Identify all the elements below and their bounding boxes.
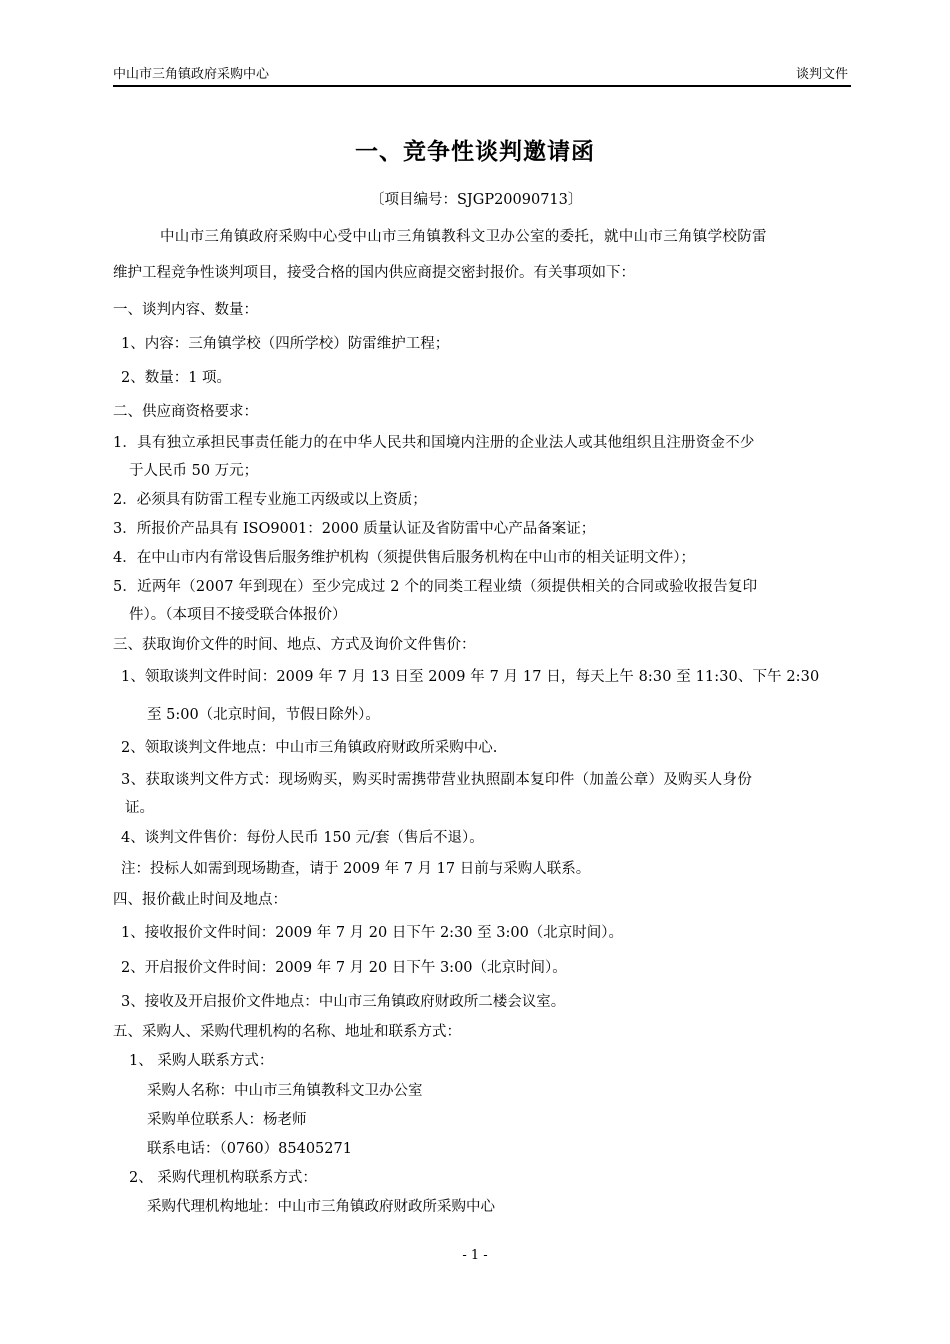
- section-4-item-3: 3、接收及开启报价文件地点：中山市三角镇政府财政所二楼会议室。: [121, 994, 566, 1010]
- header-rule: [113, 85, 851, 87]
- header-doc-type: 谈判文件: [795, 67, 848, 82]
- section-3-item-4: 4、谈判文件售价：每份人民币 150 元/套（售后不退）。: [121, 830, 484, 846]
- section-3-item-1b: 至 5:00（北京时间，节假日除外）。: [147, 707, 380, 723]
- purchaser-name: 采购人名称：中山市三角镇教科文卫办公室: [147, 1083, 423, 1099]
- section-1-heading: 一、谈判内容、数量：: [113, 302, 258, 318]
- project-number: 〔项目编号：SJGP20090713〕: [370, 192, 583, 208]
- section-2-req-5a: 5．近两年（2007 年到现在）至少完成过 2 个的同类工程业绩（须提供相关的合同或验收报告复印: [113, 579, 758, 595]
- agency-address: 采购代理机构地址：中山市三角镇政府财政所采购中心: [147, 1199, 495, 1215]
- purchaser-contact-person: 采购单位联系人：杨老师: [147, 1112, 307, 1128]
- section-4-item-1: 1、接收报价文件时间：2009 年 7 月 20 日下午 2:30 至 3:00（北京时间）。: [121, 925, 624, 941]
- section-2-req-4: 4．在中山市内有常设售后服务维护机构（须提供售后服务机构在中山市的相关证明文件）；: [113, 550, 695, 566]
- page-number: - 1 -: [462, 1248, 488, 1263]
- section-2-req-3: 3．所报价产品具有 ISO9001：2000 质量认证及省防雷中心产品备案证；: [113, 521, 596, 537]
- section-4-item-2: 2、开启报价文件时间：2009 年 7 月 20 日下午 3:00（北京时间）。: [121, 960, 567, 976]
- section-2-req-5b: 件）。（本项目不接受联合体报价）: [129, 607, 347, 623]
- purchaser-phone: 联系电话：（0760）85405271: [147, 1141, 352, 1157]
- section-5-contact-2: 2、 采购代理机构联系方式：: [129, 1170, 317, 1186]
- section-3-heading: 三、获取询价文件的时间、地点、方式及询价文件售价：: [113, 637, 476, 653]
- section-5-heading: 五、采购人、采购代理机构的名称、地址和联系方式：: [113, 1024, 461, 1040]
- intro-line-1: 中山市三角镇政府采购中心受中山市三角镇教科文卫办公室的委托，就中山市三角镇学校防雷: [160, 229, 767, 245]
- section-2-heading: 二、供应商资格要求：: [113, 404, 258, 420]
- section-3-note: 注：投标人如需到现场勘查，请于 2009 年 7 月 17 日前与采购人联系。: [121, 861, 591, 877]
- section-3-item-3b: 证。: [125, 800, 154, 816]
- section-4-heading: 四、报价截止时间及地点：: [113, 892, 287, 908]
- section-2-req-2: 2．必须具有防雷工程专业施工丙级或以上资质；: [113, 492, 427, 508]
- header-org: 中山市三角镇政府采购中心: [113, 67, 270, 82]
- section-5-contact-1: 1、 采购人联系方式：: [129, 1053, 274, 1069]
- section-3-item-2: 2、领取谈判文件地点：中山市三角镇政府财政所采购中心.: [121, 740, 498, 756]
- section-1-item-2: 2、数量：1 项。: [121, 370, 232, 386]
- section-3-item-3a: 3、获取谈判文件方式：现场购买，购买时需携带营业执照副本复印件（加盖公章）及购买人身份: [121, 772, 753, 788]
- page-title: 一、竞争性谈判邀请函: [355, 138, 595, 165]
- section-3-item-1a: 1、领取谈判文件时间：2009 年 7 月 13 日至 2009 年 7 月 17 日，每天上午 8:30 至 11:30、下午 2:30: [121, 669, 820, 685]
- section-2-req-1b: 于人民币 50 万元；: [129, 463, 259, 479]
- intro-line-2: 维护工程竞争性谈判项目，接受合格的国内供应商提交密封报价。有关事项如下：: [113, 265, 635, 281]
- section-1-item-1: 1、内容：三角镇学校（四所学校）防雷维护工程；: [121, 336, 450, 352]
- section-2-req-1a: 1．具有独立承担民事责任能力的在中华人民共和国境内注册的企业法人或其他组织且注册资金不少: [113, 435, 755, 451]
